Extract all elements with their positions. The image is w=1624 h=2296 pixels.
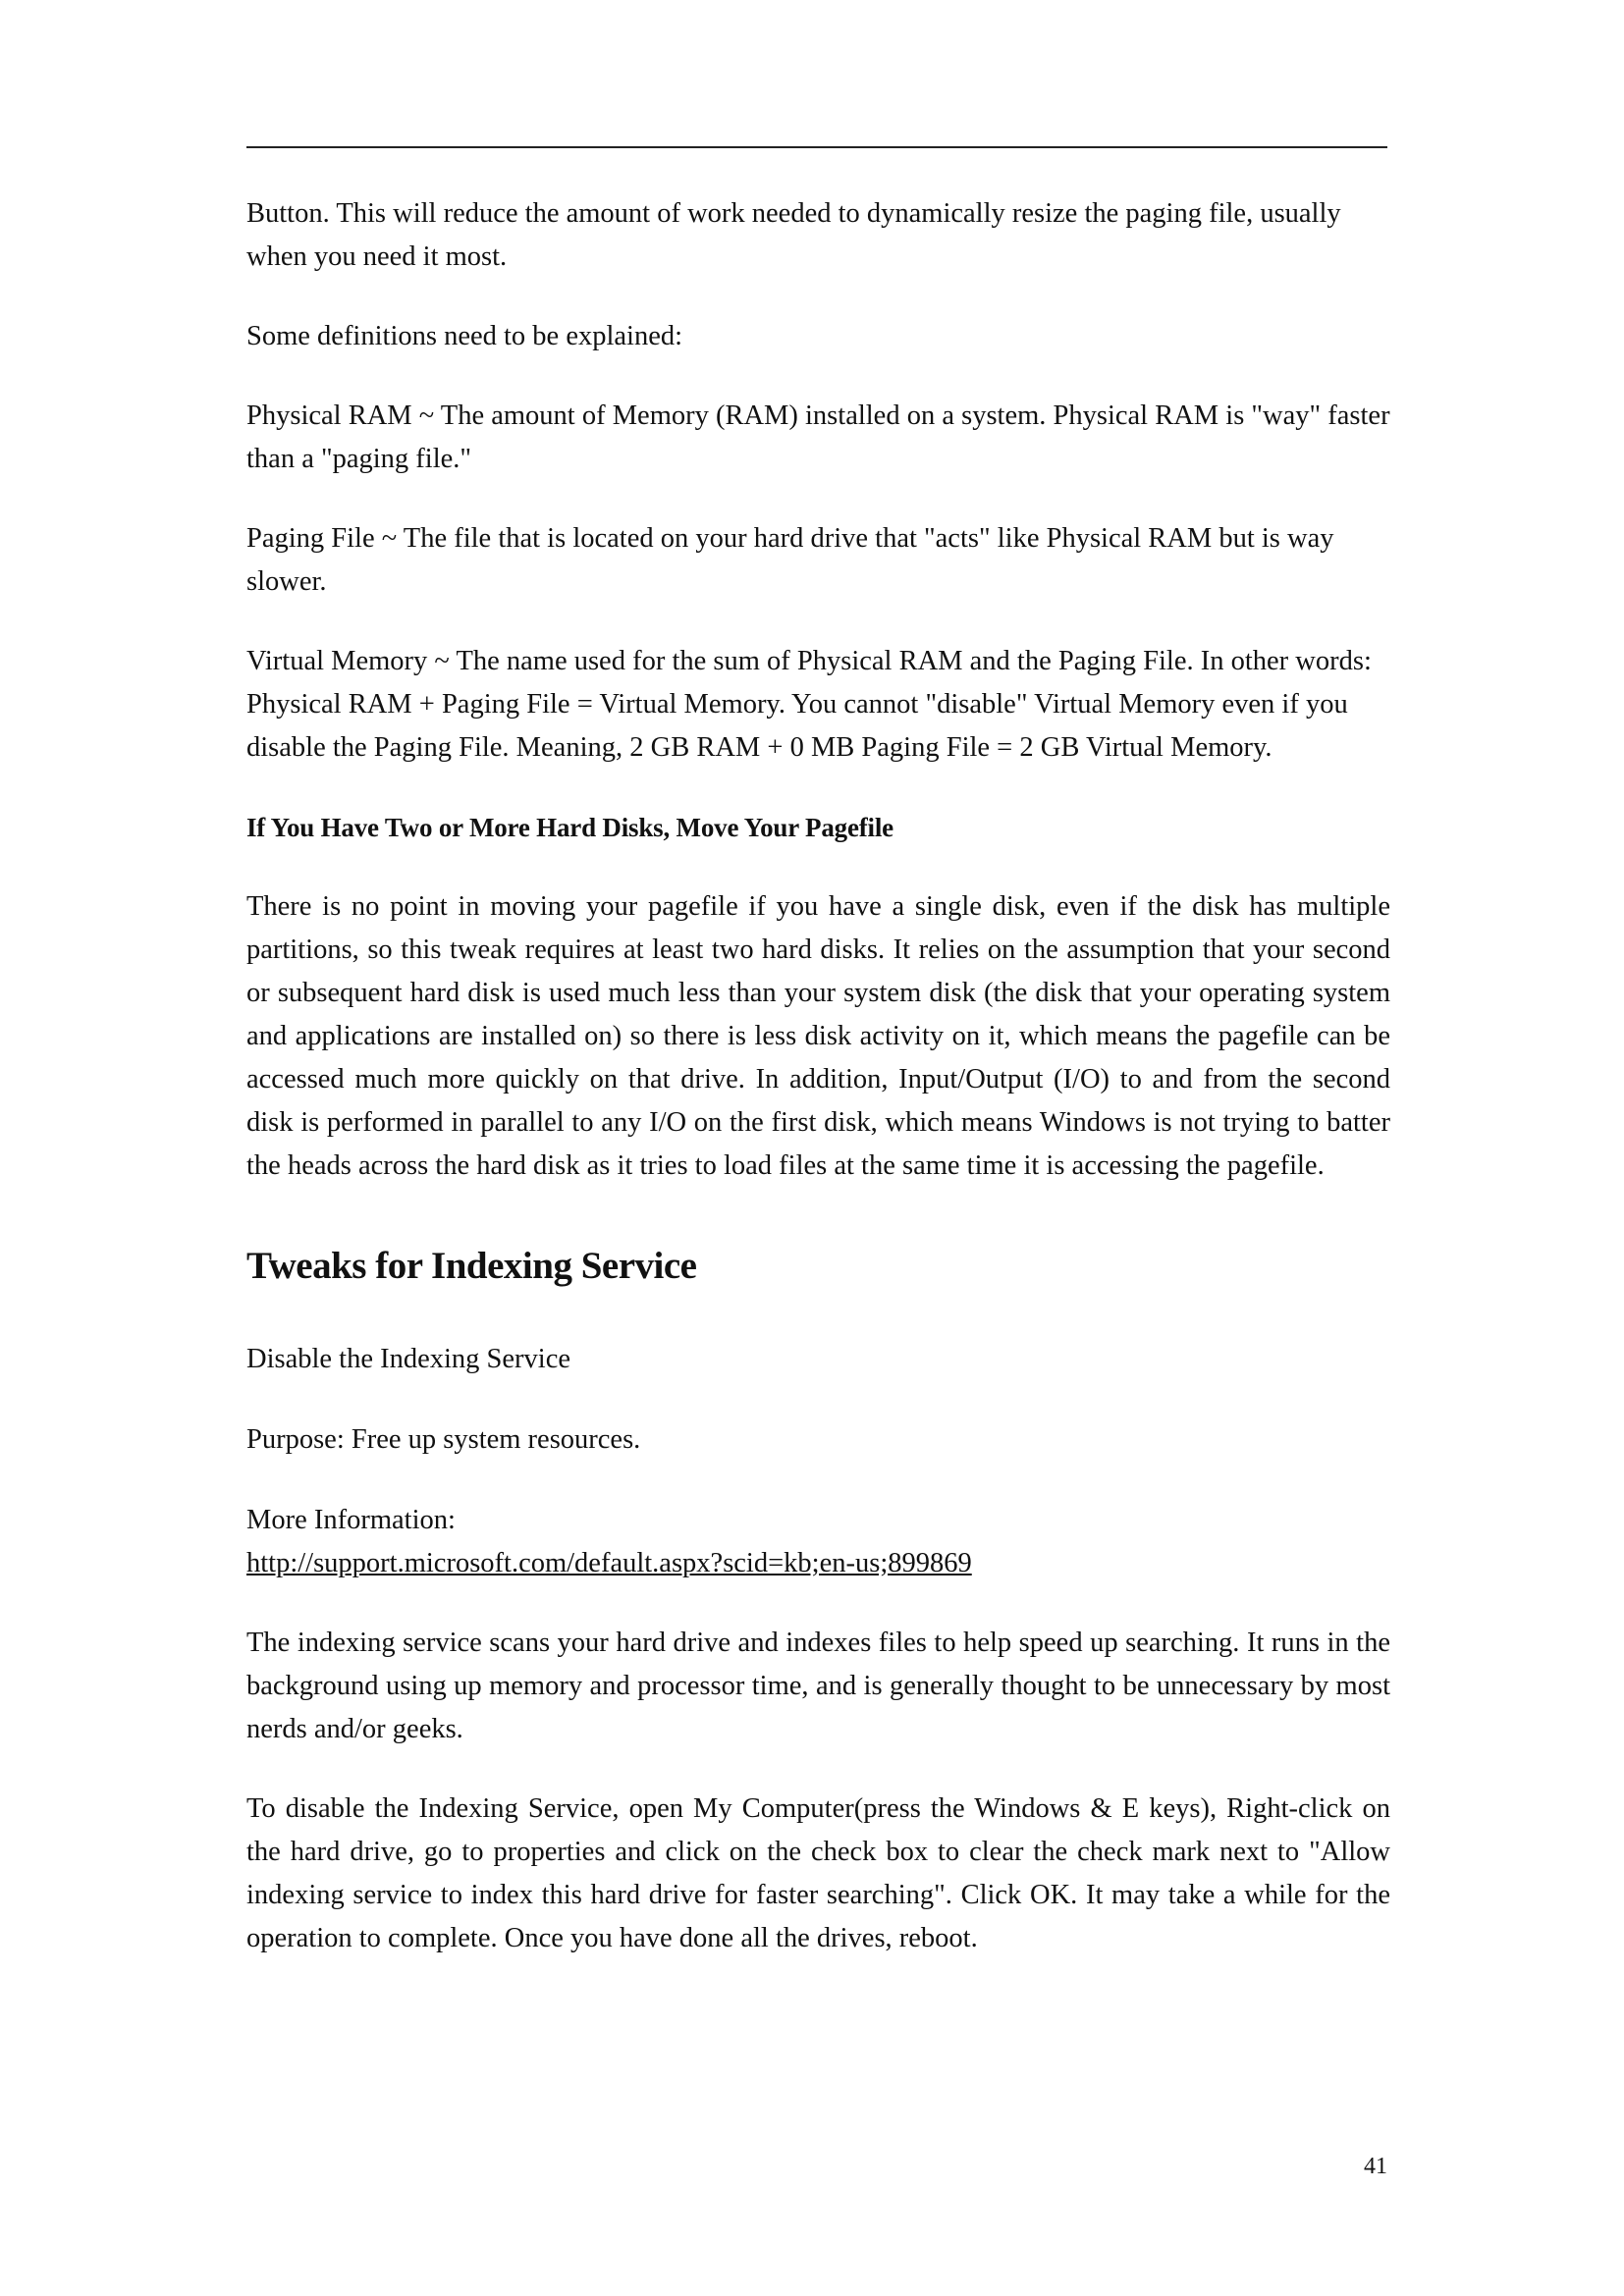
paragraph-disable-steps: To disable the Indexing Service, open My Computer(press the Windows & E keys), Right-click on the hard drive, go to properties and click on the check box to clear the check mark next to "Allow indexing service to index this hard drive for faster searching". Click OK. It may take a while for the operation to complete. Once you have done all the drives, reboot. — [246, 1793, 1390, 1953]
paragraph-indexing-description: The indexing service scans your hard drive and indexes files to help speed up searching. It runs in the background using up memory and processor time, and is generally thought to be unnecessary by most nerds and/or geeks. — [246, 1628, 1390, 1744]
paragraph-move-pagefile: There is no point in moving your pagefile if you have a single disk, even if the disk has multiple partitions, so this tweak requires at least two hard disks. It relies on the assumption that your second or subsequent hard disk is used much less than your system disk (the disk that your operating system and applications are installed on) so there is less disk activity on it, which means the pagefile can be accessed much more quickly on that drive. In addition, Input/Output (I/O) to and from the second disk is performed in parallel to any I/O on the first disk, which means Windows is not trying to batter the heads across the hard disk as it tries to load files at the same time it is accessing the pagefile. — [246, 891, 1390, 1181]
more-information-link-line — [246, 1542, 1390, 1585]
section-heading-indexing: Tweaks for Indexing Service — [246, 1245, 697, 1287]
more-information-link[interactable]: http://support.microsoft.com/default.aspx?scid=kb;en-us;899869 — [246, 1548, 972, 1578]
paragraph-paging-file: Paging File ~ The file that is located on your hard drive that "acts" like Physical RAM but is way slower. — [246, 523, 1334, 597]
page-number: 41 — [1364, 2154, 1387, 2179]
more-information-label: More Information: — [246, 1505, 456, 1535]
paragraph-physical-ram: Physical RAM ~ The amount of Memory (RAM) installed on a system. Physical RAM is "way" faster than a "paging file." — [246, 400, 1390, 474]
header-rule — [246, 146, 1387, 148]
paragraph-purpose: Purpose: Free up system resources. — [246, 1424, 641, 1455]
page-content — [246, 192, 1390, 1960]
paragraph-disable-indexing: Disable the Indexing Service — [246, 1344, 571, 1374]
subheading-move-pagefile: If You Have Two or More Hard Disks, Move Your Pagefile — [246, 813, 893, 842]
paragraph-definitions-intro: Some definitions need to be explained: — [246, 321, 683, 351]
paragraph-button-note: Button. This will reduce the amount of work needed to dynamically resize the paging file, usually when you need it most. — [246, 198, 1341, 272]
paragraph-virtual-memory: Virtual Memory ~ The name used for the sum of Physical RAM and the Paging File. In other words: Physical RAM + Paging File = Virtual Memory. You cannot "disable" Virtual Memory even if you disable the Paging File. Meaning, 2 GB RAM + 0 MB Paging File = 2 GB Virtual Memory. — [246, 646, 1372, 763]
